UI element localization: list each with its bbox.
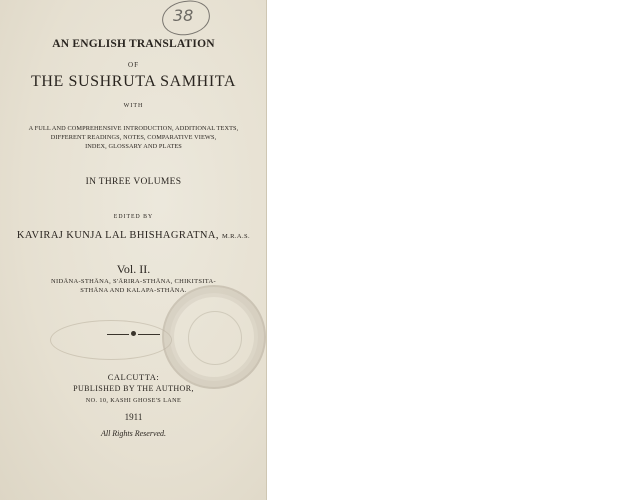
- description-line-1: A FULL AND COMPREHENSIVE INTRODUCTION, ADDITIONAL TEXTS,: [28, 125, 239, 132]
- contents-line-2: STHĀNA AND KALAPA-STHĀNA.: [80, 287, 187, 294]
- contents-line-1: NIDĀNA-STHĀNA, S'ĀRIRA-STHĀNA, CHIKITSITA-: [51, 278, 216, 285]
- volumes-line: IN THREE VOLUMES: [85, 177, 182, 187]
- ornament-rule-right: [138, 334, 160, 335]
- editor-line: [0, 230, 267, 241]
- title-line-1: AN ENGLISH TRANSLATION: [52, 38, 215, 50]
- with-label: WITH: [123, 103, 144, 109]
- ornament-dot: [131, 331, 136, 336]
- description-line-3: INDEX, GLOSSARY AND PLATES: [85, 143, 182, 150]
- edited-by-label: EDITED BY: [113, 214, 154, 220]
- editor-name: KAVIRAJ KUNJA LAL BHISHAGRATNA,: [16, 230, 219, 241]
- volume-number: Vol. II.: [116, 262, 151, 276]
- pencil-number: 38: [173, 6, 194, 25]
- title-of: OF: [128, 61, 139, 69]
- ink-smudge: [50, 320, 172, 360]
- publisher-line: PUBLISHED BY THE AUTHOR,: [73, 384, 194, 393]
- rights-line: All Rights Reserved.: [100, 429, 167, 438]
- address-line: NO. 10, KASHI GHOSE'S LANE: [85, 397, 182, 404]
- city-line: CALCUTTA:: [107, 372, 160, 382]
- editor-title: M.R.A.S.: [221, 233, 251, 240]
- year-line: 1911: [124, 412, 143, 422]
- main-title: THE SUSHRUTA SAMHITA: [30, 73, 236, 90]
- description-line-2: DIFFERENT READINGS, NOTES, COMPARATIVE VIEWS,: [50, 134, 217, 141]
- ornament-rule-left: [107, 334, 129, 335]
- title-page: [0, 0, 267, 500]
